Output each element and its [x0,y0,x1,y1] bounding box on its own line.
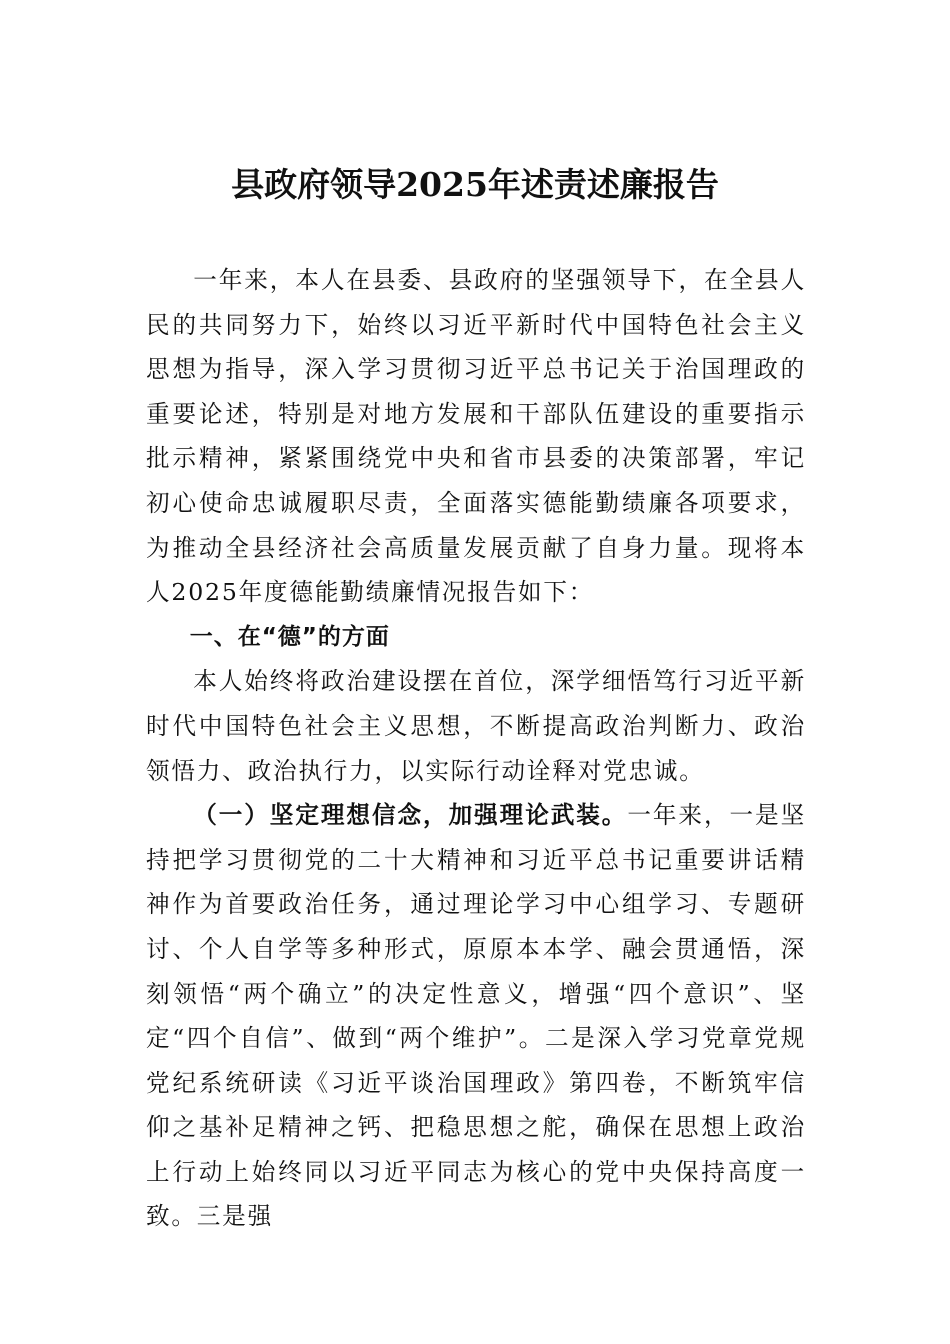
subsection-lead: （一）坚定理想信念，加强理论武装。 [193,801,628,830]
document-title: 县政府领导2025年述责述廉报告 [231,165,719,204]
subsection-paragraph [146,793,806,1239]
subsection-text: 一年来，一是坚持把学习贯彻党的二十大精神和习近平总书记重要讲话精神作为首要政治任务，通过理论学习中心组学习、专题研讨、个人自学等多种形式，原原本本学、融会贯通悟，深刻领悟“两个确立”的决定性意义，增强“四个意识”、坚定“四个自信”、做到“两个维护”。二是深入学习党章党规党纪系统研读《习近平谈治国理政》第四卷，不断筑牢信仰之基补足精神之钙、把稳思想之舵，确保在思想上政治上行动上始终同以习近平同志为核心的党中央保持高度一致。三是强 [146,801,806,1231]
section-heading-de: 一、在“德”的方面 [189,623,390,650]
intro-paragraph: 一年来，本人在县委、县政府的坚强领导下，在全县人民的共同努力下，始终以习近平新时代中国特色社会主义思想为指导，深入学习贯彻习近平总书记关于治国理政的重要论述，特别是对地方发展和干部队伍建设的重要指示批示精神，紧紧围绕党中央和省市县委的决策部署，牢记初心使命忠诚履职尽责，全面落实德能勤绩廉各项要求，为推动全县经济社会高质量发展贡献了自身力量。现将本人2025年度德能勤绩廉情况报告如下： [146,266,806,607]
section-paragraph: 本人始终将政治建设摆在首位，深学细悟笃行习近平新时代中国特色社会主义思想，不断提高政治判断力、政治领悟力、政治执行力，以实际行动诠释对党忠诚。 [146,667,806,785]
document-body [146,258,806,1239]
